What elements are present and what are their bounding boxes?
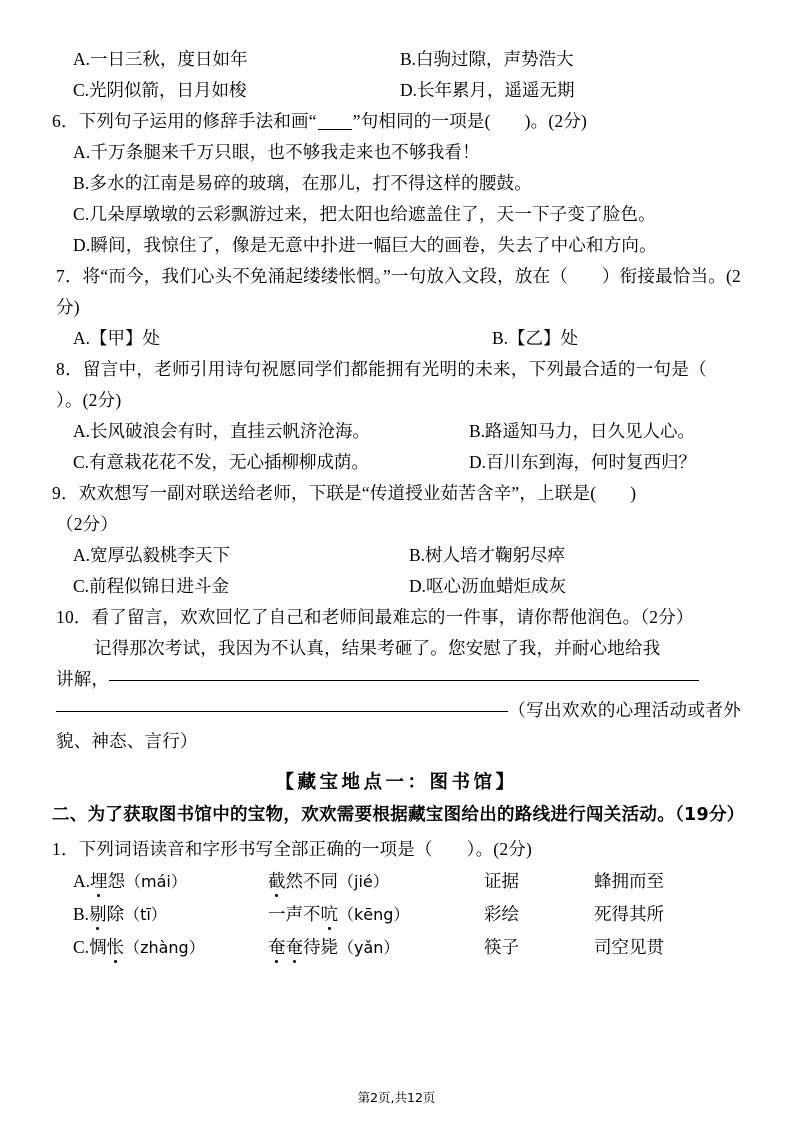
page-footer: 第2页,共12页 [357, 1090, 436, 1105]
q9-score: （2分） [56, 514, 119, 534]
lib-q1-c-w1-dotted-char: 怅 [107, 931, 125, 964]
lib-q1-b-w2-pinyin: （kēng） [338, 905, 410, 924]
q6-inline-blank [318, 129, 352, 130]
lib-q1-a-w1-pinyin: （mái） [125, 872, 187, 891]
treasure-location-title: 【藏宝地点一：图书馆】 [275, 772, 518, 793]
lib-q1-a-label: A. [73, 871, 91, 891]
q8-option-d[interactable]: D.百川东到海，何时复西归？ [469, 452, 697, 472]
q7-option-b[interactable]: B.【乙】处 [492, 328, 579, 348]
q8-stem-tail: ）。(2分) [56, 390, 122, 410]
lib-q1-b-word1 [73, 898, 167, 931]
q5-option-row-1 [52, 44, 741, 75]
q6-option-a[interactable]: A.千万条腿来千万只眼，也不够我走来也不够我看！ [73, 142, 480, 162]
lib-q1-c-w1-pre: 惆 [89, 937, 107, 957]
lib-q1-a-word4: 蜂拥而至 [594, 871, 664, 891]
lib-q1-b-word3: 彩绘 [484, 904, 519, 924]
q6-number: 6． [52, 111, 79, 131]
q10-body-line-2-prefix: 讲解， [56, 669, 110, 689]
lib-q1-c-word4: 司空见贯 [594, 937, 664, 957]
q9-option-row-2 [52, 571, 741, 602]
lib-q1-a-w2-pinyin: （jié） [338, 872, 389, 891]
q9-number: 9． [52, 483, 79, 503]
q8-stem-text: 留言中，老师引用诗句祝愿同学们都能拥有光明的未来，下列最合适的一句是（ [82, 359, 708, 379]
lib-q1-c-w2-dotted-char [268, 937, 303, 957]
q5-option-c[interactable]: C.光阴似箭，日月如梭 [73, 80, 247, 100]
q7-option-row [52, 323, 741, 354]
q9-option-a[interactable]: A.宽厚弘毅桃李天下 [73, 545, 231, 565]
q7-stem-text-2: ）衔接最恰当。(2分) [56, 266, 741, 317]
lib-q1-stem-text: 下列词语读音和字形书写全部正确的一项是（ [78, 839, 433, 859]
lib-q1-b-w2-dotted-char: 吭 [321, 898, 339, 931]
lib-q1-b-w2-pre: 一声不 [268, 904, 321, 924]
lib-q1-c-word2 [268, 931, 399, 964]
q9-option-c[interactable]: C.前程似锦日进斗金 [73, 576, 230, 596]
lib-q1-b-word4: 死得其所 [594, 904, 664, 924]
lib-q1-stem [52, 834, 741, 865]
lib-q1-b-label: B. [73, 904, 90, 924]
q10-number: 10． [56, 607, 92, 627]
q10-answer-rule-1[interactable] [109, 680, 699, 681]
q7-stem [52, 261, 741, 323]
q10-stem [52, 602, 741, 633]
q8-option-row-1 [52, 416, 741, 447]
q5-option-a[interactable]: A.一日三秋，度日如年 [73, 49, 248, 69]
emphasis-dot-char: 奄 [286, 931, 304, 964]
lib-q1-a-word3: 证据 [484, 871, 519, 891]
q8-option-b[interactable]: B.路遥知马力，日久见人心。 [469, 421, 696, 441]
q10-answer-area [52, 633, 741, 757]
q6-stem [52, 106, 741, 137]
lib-q1-stem-tail: ）。(2分) [466, 839, 533, 859]
emphasis-dot-char: 奄 [268, 931, 286, 964]
q9-stem-text: 欢欢想写一副对联送给老师，下联是“传道授业茹苦含辛”，上联是( [78, 483, 597, 503]
q5-option-row-2 [52, 75, 741, 106]
q7-option-a[interactable]: A.【甲】处 [73, 328, 161, 348]
lib-q1-a-w1-post: 怨 [107, 871, 126, 891]
lib-q1-c-w1-pinyin: （zhàng） [124, 938, 205, 957]
q7-number: 7． [56, 266, 83, 286]
q9-stem-tail: ) [630, 483, 637, 503]
lib-q1-c-w2-pinyin: （yǎn） [338, 938, 400, 957]
lib-q1-a-word2 [268, 865, 389, 898]
q9-option-row-1 [52, 540, 741, 571]
q8-option-row-2 [52, 447, 741, 478]
lib-q1-row-a[interactable] [52, 865, 741, 898]
q10-body-line-1: 记得那次考试，我因为不认真，结果考砸了。您安慰了我，并耐心地给我 [94, 638, 661, 658]
lib-q1-c-w2-post: 待毙 [303, 937, 338, 957]
lib-q1-c-label: C. [73, 937, 90, 957]
q5-option-d[interactable]: D.长年累月，遥遥无期 [400, 80, 575, 100]
q10-note: （写出欢欢的心理活动或者外貌、神态、言行） [56, 700, 741, 751]
lib-q1-row-c[interactable] [52, 931, 741, 964]
q9-option-b[interactable]: B.树人培才鞠躬尽瘁 [409, 545, 566, 565]
q8-number: 8． [56, 359, 83, 379]
lib-q1-number: 1． [52, 839, 79, 859]
lib-q1-a-w2-dotted-char: 截 [268, 865, 286, 898]
q9-stem [52, 478, 741, 509]
lib-q1-b-word2 [268, 898, 409, 931]
q8-option-a[interactable]: A.长风破浪会有时，直挂云帆济沧海。 [73, 421, 371, 441]
q8-option-c[interactable]: C.有意栽花花不发，无心插柳柳成荫。 [73, 452, 370, 472]
lib-q1-a-word1 [73, 865, 187, 898]
q6-stem-text-1: 下列句子运用的修辞手法和画“ [78, 111, 317, 131]
q6-option-d[interactable]: D.瞬间，我惊住了，像是无意中扑进一幅巨大的画卷，失去了中心和方向。 [73, 235, 657, 255]
q5-option-b[interactable]: B.白驹过隙，声势浩大 [400, 49, 574, 69]
q6-stem-text-3: )。(2分) [524, 111, 588, 131]
q8-stem [52, 354, 741, 416]
q6-option-c[interactable]: C.几朵厚墩墩的云彩飘游过来，把太阳也给遮盖住了，天一下子变了脸色。 [73, 204, 656, 224]
q6-option-b[interactable]: B.多水的江南是易碎的玻璃，在那儿，打不得这样的腰鼓。 [73, 173, 532, 193]
lib-q1-b-w1-post: 除 [106, 904, 125, 924]
section-two-heading: 二、为了获取图书馆中的宝物，欢欢需要根据藏宝图给出的路线进行闯关活动。（19分） [52, 805, 745, 825]
q7-stem-text-1: 将“而今，我们心头不免涌起缕缕怅惘。”一句放入文段，放在（ [82, 266, 569, 286]
lib-q1-b-w1-dotted-char: 剔 [89, 898, 107, 931]
lib-q1-row-b[interactable] [52, 898, 741, 931]
lib-q1-c-word1 [73, 931, 205, 964]
q10-answer-rule-2[interactable] [56, 711, 508, 712]
lib-q1-a-w1-dotted-char: 埋 [90, 865, 108, 898]
lib-q1-c-word3: 筷子 [484, 937, 519, 957]
q9-option-d[interactable]: D.呕心沥血蜡炬成灰 [409, 576, 567, 596]
lib-q1-a-w2-post: 然不同 [285, 871, 338, 891]
lib-q1-b-w1-pinyin: （tī） [124, 905, 167, 924]
q10-stem-text: 看了留言，欢欢回忆了自己和老师间最难忘的一件事，请你帮他润色。（2分） [91, 607, 694, 627]
q6-stem-text-2: ”句相同的一项是( [352, 111, 491, 131]
